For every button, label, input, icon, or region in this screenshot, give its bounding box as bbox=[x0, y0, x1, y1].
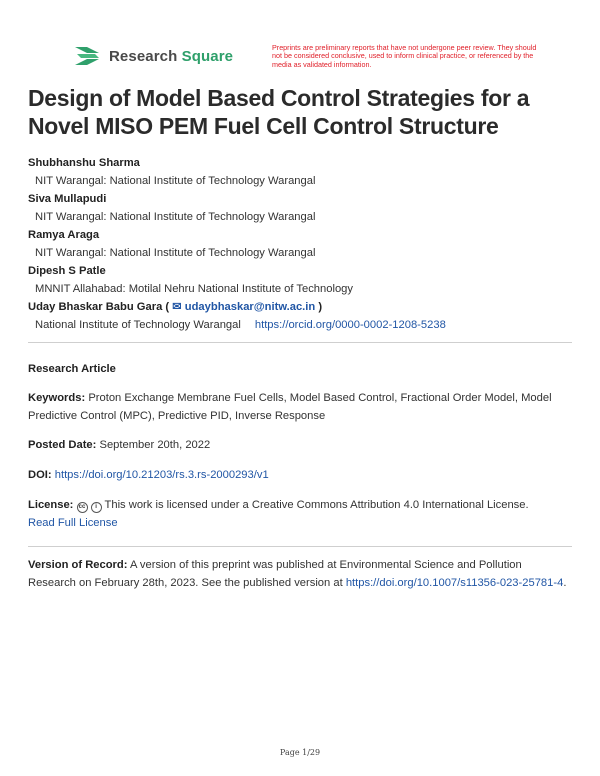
author-name: Ramya Araga bbox=[28, 229, 100, 241]
version-label: Version of Record: bbox=[28, 559, 128, 571]
page-number: Page 1/29 bbox=[279, 748, 321, 757]
orcid-link[interactable]: https://orcid.org/0000-0002-1208-5238 bbox=[254, 319, 446, 331]
brand-name-part2: Square bbox=[181, 47, 234, 65]
author-name: Siva Mullapudi bbox=[28, 193, 107, 205]
posted-date bbox=[28, 436, 568, 454]
divider bbox=[28, 546, 572, 547]
corresponding-author bbox=[28, 298, 578, 316]
author-affiliation: National Institute of Technology Warangal bbox=[35, 319, 241, 331]
license-label: License: bbox=[28, 499, 74, 511]
preprint-disclaimer: Preprints are preliminary reports that have not undergone peer review. They should not be considered conclusive, used to inform clinical practice, or referenced by the media as validated information. bbox=[272, 43, 537, 69]
research-square-logo-icon bbox=[73, 45, 103, 67]
doi-label: DOI: bbox=[28, 469, 52, 481]
creative-commons-icon: cc bbox=[77, 502, 88, 513]
posted-date-label: Posted Date: bbox=[28, 439, 97, 451]
author-affiliation: NIT Warangal: National Institute of Technology Warangal bbox=[35, 211, 316, 223]
research-square-logo[interactable] bbox=[73, 45, 233, 67]
article-type-label: Research Article bbox=[28, 363, 116, 375]
read-full-license-link[interactable]: Read Full License bbox=[28, 517, 118, 529]
author-name: Shubhanshu Sharma bbox=[28, 157, 140, 169]
keywords-label: Keywords: bbox=[28, 392, 86, 404]
author-affiliation: NIT Warangal: National Institute of Technology Warangal bbox=[35, 247, 316, 259]
keywords bbox=[28, 389, 568, 425]
posted-date-value: September 20th, 2022 bbox=[99, 439, 211, 451]
brand-name bbox=[109, 48, 233, 65]
corresponding-author-affiliation bbox=[28, 316, 578, 334]
doi bbox=[28, 466, 568, 484]
author-affiliation: NIT Warangal: National Institute of Technology Warangal bbox=[35, 175, 316, 187]
author-list bbox=[28, 154, 578, 334]
corresponding-author-name: Uday Bhaskar Babu Gara bbox=[28, 301, 163, 313]
doi-link[interactable]: https://doi.org/10.21203/rs.3.rs-2000293/v1 bbox=[54, 469, 269, 481]
license-text: This work is licensed under a Creative Commons Attribution 4.0 International License. bbox=[104, 499, 529, 511]
brand-name-part1: Research bbox=[109, 47, 178, 65]
author-name: Dipesh S Patle bbox=[28, 265, 106, 277]
divider bbox=[28, 342, 572, 343]
keywords-text: Proton Exchange Membrane Fuel Cells, Model Based Control, Fractional Order Model, Model Predictive Control (MPC), Predictive PID, Inverse Response bbox=[28, 392, 552, 422]
version-end: . bbox=[563, 577, 567, 589]
paren-close: ) bbox=[318, 301, 323, 313]
published-version-link[interactable]: https://doi.org/10.1007/s11356-023-25781-4 bbox=[345, 577, 564, 589]
author-email-link[interactable]: udaybhaskar@nitw.ac.in bbox=[184, 301, 316, 313]
article-type bbox=[28, 360, 568, 378]
version-of-record bbox=[28, 556, 568, 592]
paper-title: Design of Model Based Control Strategies for a Novel MISO PEM Fuel Cell Control Structure bbox=[28, 85, 530, 139]
author-affiliation: MNNIT Allahabad: Motilal Nehru National Institute of Technology bbox=[35, 283, 353, 295]
paren-open: ( bbox=[165, 301, 170, 313]
envelope-icon: ✉ bbox=[172, 301, 182, 313]
attribution-icon: i bbox=[91, 502, 102, 513]
license bbox=[28, 496, 568, 532]
version-text: A version of this preprint was published at Environmental Science and Pollution Research on February 28th, 2023. See the published version at bbox=[28, 559, 522, 589]
